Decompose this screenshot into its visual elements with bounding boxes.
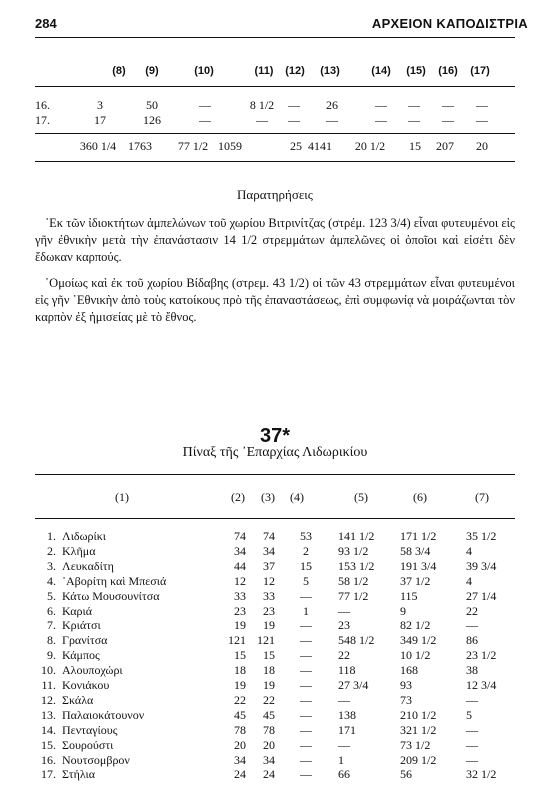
cell-col-6: 58 3/4 (400, 543, 431, 558)
cell-col-4: — (300, 722, 312, 737)
cell-col-7: 4 (466, 543, 472, 558)
main-col-header: (5) (354, 490, 368, 504)
cell-col-2: 34 (234, 752, 246, 767)
cell-col-2: 19 (234, 678, 246, 692)
cell-col-2: 18 (234, 663, 246, 678)
cell-col-6: 93 (400, 678, 412, 692)
cell-col-3: 19 (263, 618, 275, 633)
top-row-cell: — (476, 113, 488, 127)
cell-col-5: — (338, 603, 350, 618)
cell-col-4: — (300, 618, 312, 633)
row-number: 7. (47, 618, 56, 633)
top-col-header: (15) (406, 65, 426, 77)
cell-col-6: 9 (400, 603, 406, 618)
cell-col-2: 12 (234, 573, 246, 588)
top-row-cell: — (476, 98, 488, 112)
top-row-cell: — (199, 113, 211, 127)
cell-col-3: 24 (263, 767, 275, 782)
remarks-paragraph-2: ῾Ομοίως καὶ ἐκ τοῦ χωρίου Βίδαβης (στρεμ. 43 1/2) οἱ τῶν 43 στρεμμάτων εἶναι φυτευμένοι εἰς γῆν ᾿Εθνικὴν ἀπὸ τοὺς κατοίκους πρὸ τῆς ἐπαναστάσεως, ἐπὶ συμφωνίᾳ νὰ μοιράζωνται τὸν καρπὸν ἐξ ἡμισείας μὲ τὸ ἔθνος. (35, 276, 515, 324)
cell-col-7: 86 (466, 633, 478, 648)
cell-col-6: 210 1/2 (400, 707, 437, 722)
top-row-cell: — (442, 98, 454, 112)
cell-col-3: 18 (263, 663, 275, 678)
cell-col-6: 73 (400, 692, 412, 707)
cell-col-5: 1 (338, 752, 344, 767)
top-total-cell: 360 1/4 (79, 139, 117, 153)
row-number: 14. (41, 722, 56, 737)
main-col-header: (3) (261, 490, 275, 504)
cell-col-4: — (300, 663, 312, 678)
place-name: Καριά (62, 603, 93, 618)
place-name: Κριάτσι (62, 618, 101, 633)
cell-col-4: 15 (300, 558, 312, 573)
top-total-cell: 1763 (128, 139, 152, 153)
cell-col-6: 171 1/2 (400, 529, 437, 543)
cell-col-6: 37 1/2 (400, 573, 431, 588)
cell-col-5: 138 (338, 707, 356, 722)
top-col-header: (16) (438, 65, 458, 77)
cell-col-6: 349 1/2 (400, 633, 437, 648)
cell-col-5: 77 1/2 (338, 588, 369, 603)
row-number: 2. (47, 543, 56, 558)
cell-col-6: 56 (400, 767, 412, 782)
place-name: Σουρούστι (62, 737, 114, 752)
cell-col-3: 15 (263, 648, 275, 663)
cell-col-5: 548 1/2 (338, 633, 375, 648)
top-table-header-rule (35, 86, 515, 87)
top-total-cell: 1059 (218, 139, 242, 153)
main-col-header: (1) (115, 490, 129, 504)
cell-col-3: 23 (263, 603, 275, 618)
cell-col-3: 74 (263, 529, 275, 543)
row-number: 6. (47, 603, 56, 618)
cell-col-7: — (466, 752, 478, 767)
cell-col-6: 10 1/2 (400, 648, 431, 663)
place-name: Κάμπος (62, 648, 100, 663)
main-col-header: (6) (413, 490, 427, 504)
cell-col-4: — (300, 588, 312, 603)
cell-col-5: 118 (338, 663, 356, 678)
cell-col-4: — (300, 737, 312, 752)
cell-col-2: 78 (234, 722, 246, 737)
top-row-cell: — (288, 113, 300, 127)
cell-col-5: 66 (338, 767, 350, 782)
cell-col-2: 45 (234, 707, 246, 722)
cell-col-2: 121 (228, 633, 246, 648)
cell-col-5: 27 3/4 (338, 678, 369, 692)
main-col-header: (7) (475, 490, 489, 504)
row-number: 1. (47, 529, 56, 543)
place-name: Παλαιοκάτουνον (62, 707, 145, 722)
header-rule (35, 37, 515, 38)
place-name: Αλουποχώρι (62, 663, 123, 678)
place-name: ᾿Αβορίτη καὶ Μπεσιά (62, 573, 167, 588)
cell-col-3: 37 (263, 558, 275, 573)
remarks-paragraph-1: ᾿Εκ τῶν ἰδιοκτήτων ἀμπελώνων τοῦ χωρίου Βιτρινίτζας (στρέμ. 123 3/4) εἶναι φυτευμένοι εἰς γῆν ἐθνικὴν μετὰ τὴν ἐπανάστασιν 14 1/2 στρεμμάτων ἀμπελῶνες οἱ ὁποῖοι καὶ εἰσέτι δὲν ἔδωκαν καρπούς. (35, 216, 515, 264)
cell-col-3: 78 (263, 722, 275, 737)
row-number: 10. (41, 663, 56, 678)
top-row-cell: — (408, 98, 420, 112)
cell-col-2: 15 (234, 648, 246, 663)
running-title: ΑΡΧΕΙΟΝ ΚΑΠΟΔΙΣΤΡΙΑ (371, 16, 528, 31)
top-total-cell: 20 (476, 139, 488, 153)
cell-col-7: 39 3/4 (466, 558, 497, 573)
cell-col-5: 141 1/2 (338, 529, 375, 543)
cell-col-6: 115 (400, 588, 418, 603)
top-col-header: (12) (285, 65, 305, 77)
cell-col-2: 20 (234, 737, 246, 752)
top-col-header: (10) (194, 65, 214, 77)
top-col-header: (9) (145, 65, 159, 77)
row-number: 13. (41, 707, 56, 722)
top-col-header: (13) (320, 65, 340, 77)
cell-col-7: 38 (466, 663, 478, 678)
top-col-header: (17) (470, 65, 490, 77)
row-number: 17. (41, 767, 56, 782)
main-table-top-rule (35, 474, 515, 475)
top-row-cell: — (375, 98, 387, 112)
top-row-cell: 17 (94, 113, 106, 127)
main-col-header: (4) (290, 490, 304, 504)
top-row-number: 16. (35, 98, 50, 112)
cell-col-7: 27 1/4 (466, 588, 497, 603)
place-name: Στήλια (62, 767, 96, 782)
top-row-cell: — (288, 98, 300, 112)
cell-col-7: 35 1/2 (466, 529, 497, 543)
cell-col-7: 5 (466, 707, 472, 722)
top-row-cell: 3 (97, 98, 103, 112)
section-number: 37* (259, 425, 291, 447)
place-name: Λευκαδίτη (62, 558, 114, 573)
top-row-cell: 50 (146, 98, 158, 112)
top-col-header: (14) (371, 65, 391, 77)
cell-col-3: 20 (263, 737, 275, 752)
cell-col-3: 121 (257, 633, 275, 648)
top-total-cell: 4141 (308, 139, 332, 153)
cell-col-2: 23 (234, 603, 246, 618)
cell-col-4: — (300, 707, 312, 722)
top-row-cell: — (442, 113, 454, 127)
cell-col-4: — (300, 678, 312, 692)
cell-col-4: — (300, 633, 312, 648)
cell-col-3: 45 (263, 707, 275, 722)
cell-col-3: 34 (263, 543, 275, 558)
cell-col-3: 22 (263, 692, 275, 707)
cell-col-2: 33 (234, 588, 246, 603)
cell-col-6: 321 1/2 (400, 722, 437, 737)
cell-col-6: 209 1/2 (400, 752, 437, 767)
place-name: Σκάλα (62, 692, 94, 707)
top-row-cell: 126 (143, 113, 161, 127)
top-row-number: 17. (35, 113, 50, 127)
cell-col-5: 153 1/2 (338, 558, 375, 573)
cell-col-7: 4 (466, 573, 472, 588)
row-number: 8. (47, 633, 56, 648)
cell-col-7: — (466, 737, 478, 752)
cell-col-5: 93 1/2 (338, 543, 369, 558)
place-name: Πενταγίους (62, 722, 118, 737)
cell-col-4: 53 (300, 529, 312, 543)
row-number: 5. (47, 588, 56, 603)
top-row-cell: 8 1/2 (249, 98, 275, 112)
top-table-totals-rule (35, 133, 515, 134)
cell-col-5: 58 1/2 (338, 573, 369, 588)
cell-col-6: 73 1/2 (400, 737, 431, 752)
cell-col-3: 33 (263, 588, 275, 603)
cell-col-5: 22 (338, 648, 350, 663)
cell-col-4: 2 (303, 543, 309, 558)
top-row-cell: — (256, 113, 268, 127)
place-name: Κονιάκου (62, 678, 110, 692)
cell-col-5: 23 (338, 618, 350, 633)
top-row-cell: 26 (326, 98, 338, 112)
main-col-header: (2) (231, 490, 245, 504)
row-number: 9. (47, 648, 56, 663)
cell-col-2: 22 (234, 692, 246, 707)
cell-col-2: 74 (234, 529, 246, 543)
cell-col-3: 34 (263, 752, 275, 767)
row-number: 11. (41, 678, 56, 692)
cell-col-3: 12 (263, 573, 275, 588)
cell-col-2: 44 (234, 558, 246, 573)
place-name: Νουτσομβρον (62, 752, 130, 767)
top-row-cell: — (408, 113, 420, 127)
cell-col-4: — (300, 767, 312, 782)
cell-col-7: 22 (466, 603, 478, 618)
cell-col-7: 12 3/4 (466, 678, 497, 692)
place-name: Κάτω Μουσουνίτσα (62, 588, 160, 603)
row-number: 3. (47, 558, 56, 573)
cell-col-5: 171 (338, 722, 356, 737)
cell-col-4: 1 (303, 603, 309, 618)
top-total-cell: 25 (290, 139, 302, 153)
top-total-cell: 77 1/2 (177, 139, 209, 153)
cell-col-7: — (466, 618, 478, 633)
row-number: 12. (41, 692, 56, 707)
cell-col-7: 23 1/2 (466, 648, 497, 663)
cell-col-2: 19 (234, 618, 246, 633)
cell-col-4: — (300, 752, 312, 767)
place-name: Γρανίτσα (62, 633, 108, 648)
cell-col-6: 191 3/4 (400, 558, 437, 573)
top-row-cell: — (326, 113, 338, 127)
cell-col-2: 34 (234, 543, 246, 558)
row-number: 16. (41, 752, 56, 767)
cell-col-4: 5 (303, 573, 309, 588)
row-number: 15. (41, 737, 56, 752)
cell-col-5: — (338, 737, 350, 752)
remarks-title: Παρατηρήσεις (237, 187, 313, 202)
cell-col-6: 168 (400, 663, 418, 678)
section-title: Πίναξ τῆς ᾿Επαρχίας Λιδωρικίου (182, 445, 368, 460)
top-row-cell: — (375, 113, 387, 127)
cell-col-4: — (300, 692, 312, 707)
cell-col-6: 82 1/2 (400, 618, 431, 633)
cell-col-7: 32 1/2 (466, 767, 497, 782)
cell-col-7: — (466, 692, 478, 707)
cell-col-3: 19 (263, 678, 275, 692)
page-number: 284 (35, 16, 57, 31)
top-row-cell: — (199, 98, 211, 112)
main-table-header-rule (35, 518, 515, 519)
place-name: Λιδωρίκι (62, 529, 106, 543)
top-total-cell: 20 1/2 (354, 139, 386, 153)
top-table-bottom-rule (35, 161, 515, 162)
row-number: 4. (47, 573, 56, 588)
cell-col-4: — (300, 648, 312, 663)
top-total-cell: 207 (436, 139, 454, 153)
cell-col-7: — (466, 722, 478, 737)
top-total-cell: 15 (409, 139, 421, 153)
top-col-header: (11) (254, 65, 274, 77)
top-col-header: (8) (112, 65, 126, 77)
place-name: Κλῆμα (62, 543, 96, 558)
cell-col-2: 24 (234, 767, 246, 782)
cell-col-5: — (338, 692, 350, 707)
